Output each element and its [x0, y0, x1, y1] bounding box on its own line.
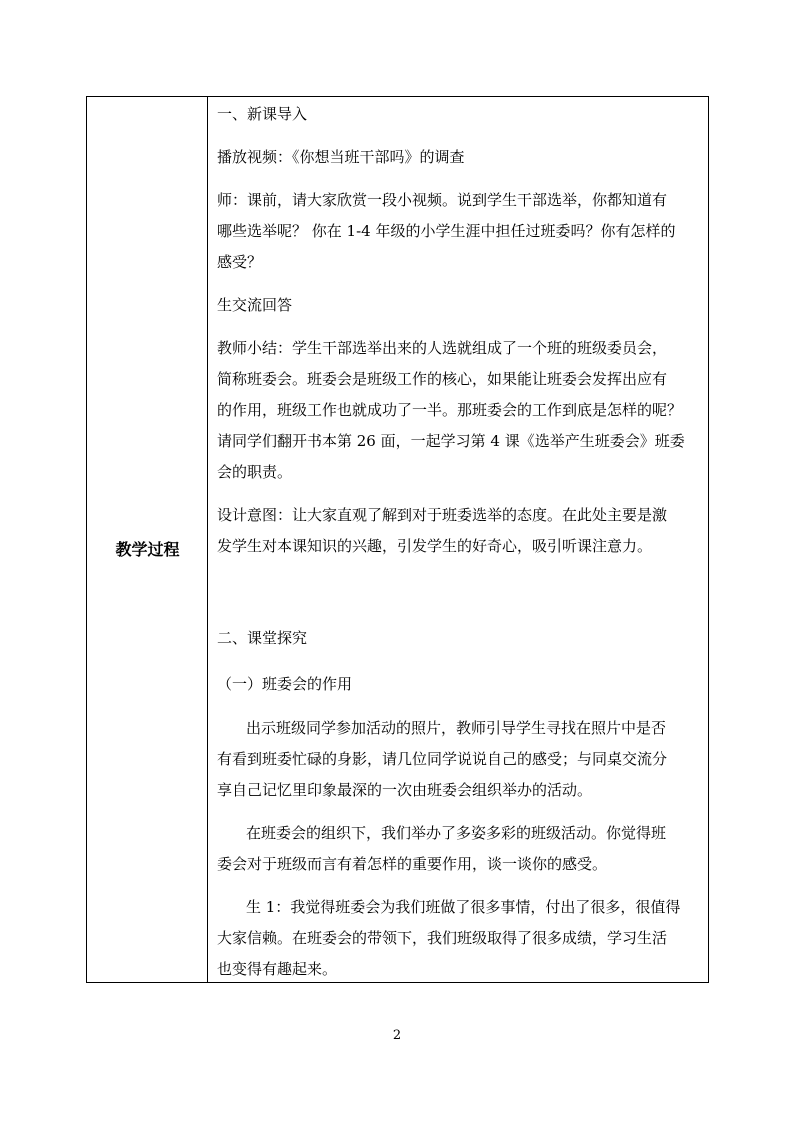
paragraph-line: 享自己记忆里印象最深的一次由班委会组织举办的活动。	[217, 781, 593, 799]
paragraph-line: 师：课前，请大家欣赏一段小视频。说到学生干部选举，你都知道有	[217, 191, 668, 209]
paragraph-line: 哪些选举呢？ 你在 1-4 年级的小学生涯中担任过班委吗？你有怎样的	[217, 222, 676, 240]
paragraph-line: 请同学们翻开书本第 26 面，一起学习第 4 课《选举产生班委会》班委	[217, 432, 685, 450]
paragraph-line: 设计意图：让大家直观了解到对于班委选举的态度。在此处主要是激	[217, 506, 668, 524]
paragraph-line: 也变得有趣起来。	[217, 960, 338, 978]
paragraph-line: 生 1：我觉得班委会为我们班做了很多事情，付出了很多，很值得	[246, 898, 681, 916]
subheading-committee-role: （一）班委会的作用	[217, 675, 353, 693]
page-number: 2	[392, 1028, 402, 1043]
label-cell	[87, 97, 208, 982]
paragraph-line: 播放视频：《你想当班干部吗》的调查	[217, 148, 465, 166]
paragraph-line: 生交流回答	[217, 296, 293, 314]
paragraph-line: 有看到班委忙碌的身影，请几位同学说说自己的感受；与同桌交流分	[217, 750, 668, 768]
paragraph-line: 感受？	[217, 253, 263, 271]
paragraph-line: 大家信赖。在班委会的带领下，我们班级取得了很多成绩，学习生活	[217, 929, 668, 947]
paragraph-line: 出示班级同学参加活动的照片，教师引导学生寻找在照片中是否	[246, 719, 667, 737]
content-cell	[209, 97, 708, 982]
paragraph-line: 的作用，班级工作也就成功了一半。那班委会的工作到底是怎样的呢？	[217, 401, 683, 419]
paragraph-line: 简称班委会。班委会是班级工作的核心，如果能让班委会发挥出应有	[217, 370, 668, 388]
paragraph-line: 委会对于班级而言有着怎样的重要作用，谈一谈你的感受。	[217, 855, 608, 873]
heading-new-lesson: 一、新课导入	[217, 105, 308, 123]
paragraph-line: 会的职责。	[217, 463, 293, 481]
paragraph-line: 发学生对本课知识的兴趣，引发学生的好奇心，吸引听课注意力。	[217, 537, 653, 555]
paragraph-line: 教师小结：学生干部选举出来的人选就组成了一个班的班级委员会，	[217, 339, 668, 357]
section-label: 教学过程	[115, 540, 180, 559]
paragraph-line: 在班委会的组织下，我们举办了多姿多彩的班级活动。你觉得班	[246, 824, 667, 842]
lesson-table	[86, 96, 709, 983]
heading-classroom-inquiry: 二、课堂探究	[217, 629, 308, 647]
